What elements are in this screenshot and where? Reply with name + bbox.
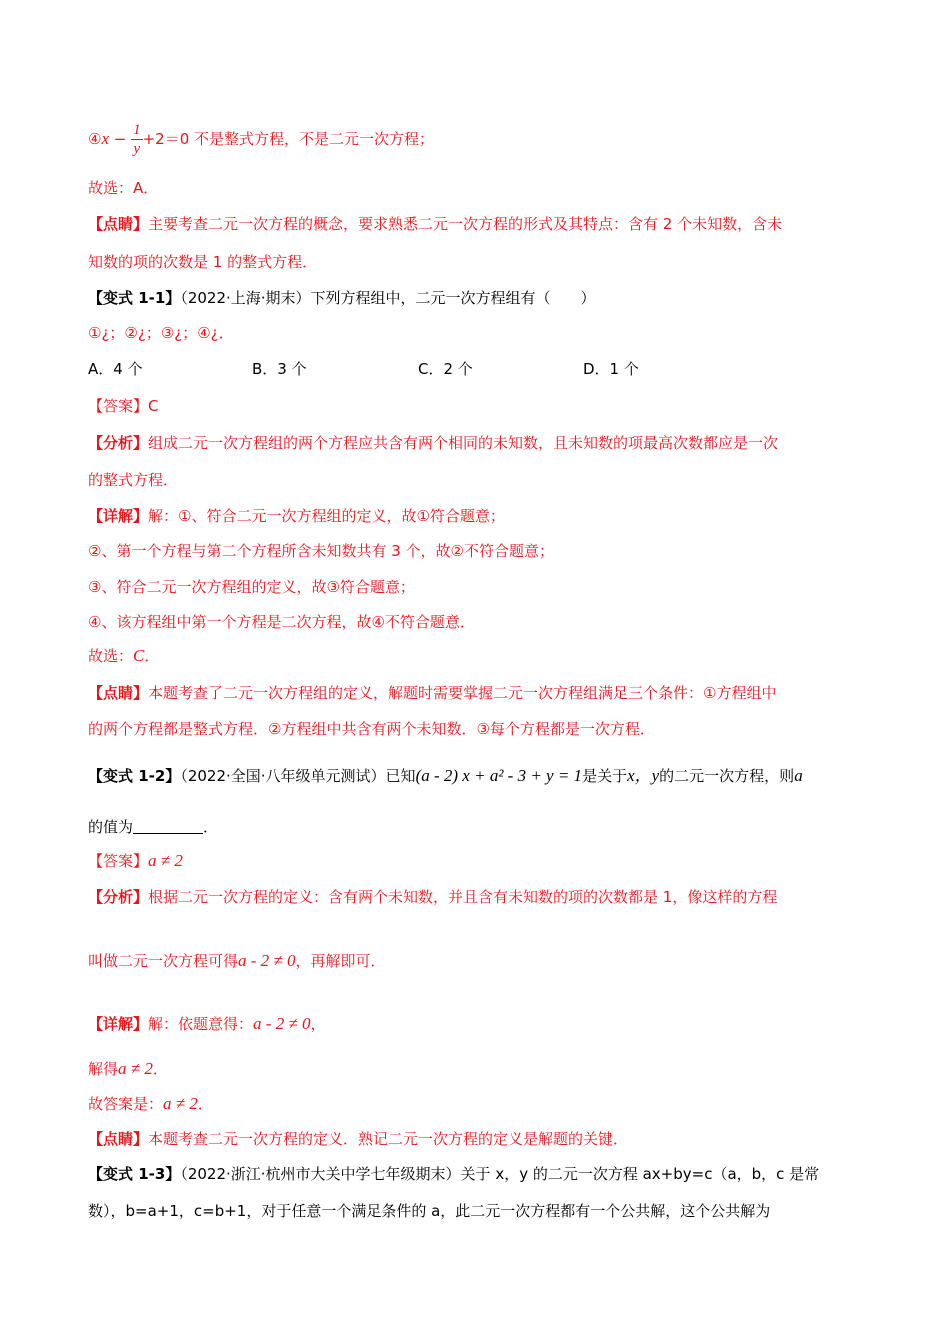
variant-1-1-items: ①¿；②¿；③¿；④¿． bbox=[88, 324, 234, 342]
variant-1-3-question-cont: 数），b=a+1，c=b+1，对于任意一个满足条件的 a，此二元一次方程都有一个公共解，这个公共解为 bbox=[88, 1202, 771, 1220]
option-c: C．2 个 bbox=[418, 360, 473, 378]
final-answer-line: 故答案是：a ≠ 2． bbox=[88, 1094, 213, 1113]
option-b: B．3 个 bbox=[252, 360, 307, 378]
remark-paragraph-1-cont: 知数的项的次数是 1 的整式方程． bbox=[88, 253, 318, 271]
choice-conclusion: 故选：C． bbox=[88, 646, 160, 665]
remark-paragraph-2: 【点睛】本题考查了二元一次方程组的定义，解题时需要掌握二元一次方程组满足三个条件：①方程组中 bbox=[88, 684, 777, 702]
equation: (a - 2) x + a² - 3 + y = 1 bbox=[415, 766, 583, 785]
detail-line-5: 【详解】解：依题意得：a - 2 ≠ 0， bbox=[88, 1014, 326, 1033]
conclusion-line: 故选：A． bbox=[88, 179, 159, 197]
answer-line-2: 【答案】a ≠ 2 bbox=[88, 851, 183, 870]
fraction-1-over-y: $\frac{1}{y}$ bbox=[133, 122, 141, 157]
answer-blank[interactable] bbox=[133, 819, 203, 834]
analysis-paragraph: 【分析】组成二元一次方程组的两个方程应共含有两个相同的未知数，且未知数的项最高次数都应是一次 bbox=[88, 434, 779, 452]
variant-1-2-question: 【变式 1-2】（2022·全国·八年级单元测试）已知(a - 2) x + a² - 3 + y = 1是关于x，y的二元一次方程，则a bbox=[88, 766, 803, 785]
analysis-paragraph-2: 【分析】根据二元一次方程的定义：含有两个未知数，并且含有未知数的项的次数都是 1，像这样的方程 bbox=[88, 888, 778, 906]
detail-line-2: ②、第一个方程与第二个方程所含未知数共有 3 个，故②不符合题意； bbox=[88, 542, 554, 560]
variant-1-3-question: 【变式 1-3】（2022·浙江·杭州市大关中学七年级期末）关于 x，y 的二元一次方程 ax+by=c（a，b，c 是常 bbox=[88, 1165, 820, 1183]
option-a: A．4 个 bbox=[88, 360, 143, 378]
analysis-paragraph-cont: 的整式方程． bbox=[88, 471, 179, 489]
option-d: D．1 个 bbox=[583, 360, 639, 378]
detail-line-1: 【详解】解：①、符合二元一次方程组的定义，故①符合题意； bbox=[88, 507, 505, 525]
analysis-paragraph-2-cont: 叫做二元一次方程可得a - 2 ≠ 0，再解即可． bbox=[88, 951, 386, 970]
detail-line-6: 解得a ≠ 2． bbox=[88, 1059, 168, 1078]
variant-1-1-question: 【变式 1-1】（2022·上海·期末）下列方程组中，二元一次方程组有（ ） bbox=[88, 289, 596, 307]
remark-paragraph-3: 【点睛】本题考查二元一次方程的定义．熟记二元一次方程的定义是解题的关键． bbox=[88, 1130, 629, 1148]
solution-line-4: ④x − $\frac{1}{y}$ +2＝0 不是整式方程，不是二元一次方程； bbox=[88, 122, 435, 157]
detail-line-4: ④、该方程组中第一个方程是二次方程，故④不符合题意． bbox=[88, 613, 475, 631]
remark-paragraph-2-cont: 的两个方程都是整式方程．②方程组中共含有两个未知数．③每个方程都是一次方程． bbox=[88, 720, 655, 738]
detail-line-3: ③、符合二元一次方程组的定义，故③符合题意； bbox=[88, 578, 415, 596]
remark-paragraph-1: 【点睛】主要考查二元一次方程的概念，要求熟悉二元一次方程的形式及其特点：含有 2 个未知数，含未 bbox=[88, 215, 783, 233]
answer-line: 【答案】C bbox=[88, 397, 159, 415]
variant-1-2-question-cont: 的值为 ． bbox=[88, 818, 219, 836]
